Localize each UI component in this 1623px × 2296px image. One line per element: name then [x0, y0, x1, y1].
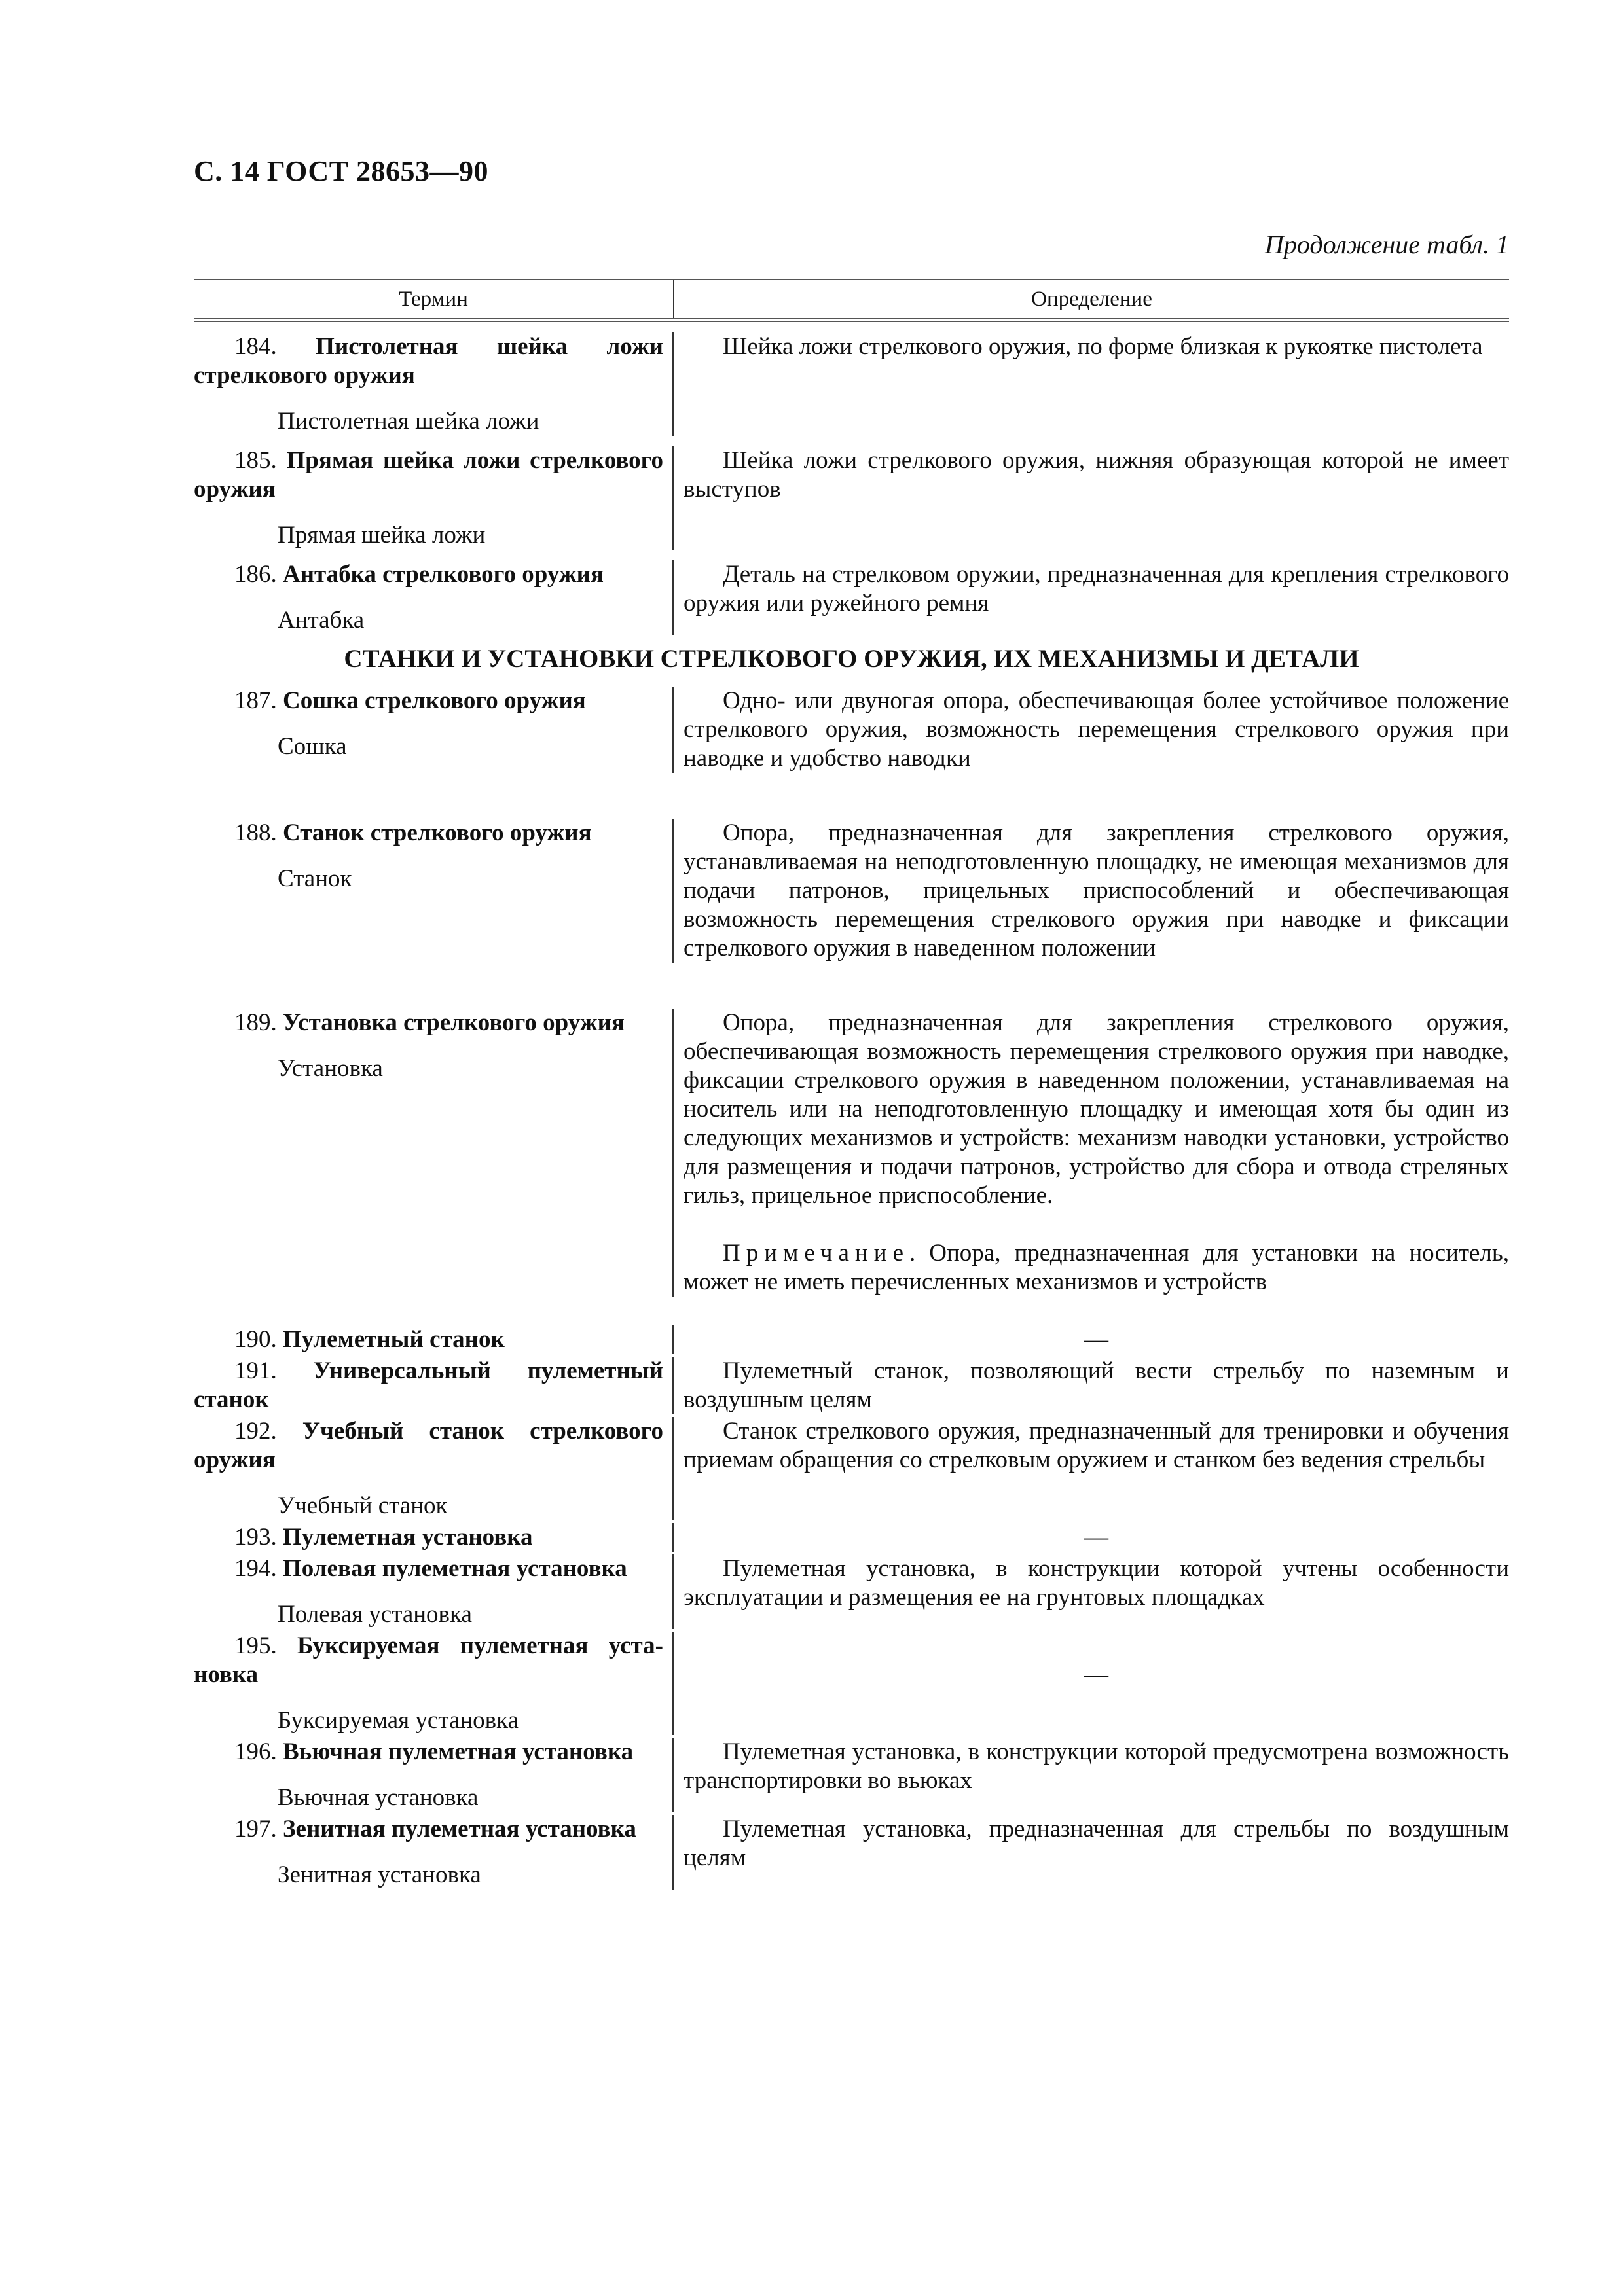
term-number: 195. — [234, 1632, 277, 1659]
table-row — [194, 436, 1509, 550]
term-cell — [194, 1325, 674, 1354]
note-label: Примечание — [723, 1240, 909, 1266]
short-form: Учебный станок — [278, 1492, 448, 1519]
term-cell — [194, 1554, 674, 1629]
term-name: Сошка стрелкового оружия — [283, 687, 586, 714]
term-line — [194, 1554, 663, 1583]
table-row — [194, 799, 1509, 989]
term-line — [194, 446, 663, 504]
definition-cell — [674, 560, 1509, 635]
table-row — [194, 550, 1509, 635]
term-line — [194, 1357, 663, 1414]
definition-text: Опора, предназначенная для закрепления стрелкового оружия, устанавливаемая на неподготовленную площадку, не имеющая механизмов для подачи патронов, прицельных приспособлений и обеспечивающая возможность перемещения стрелкового оружия при наводке и фиксации стрелкового оружия в наведенном положении — [684, 819, 1509, 961]
table-row — [194, 1812, 1509, 1890]
definition-dash: — — [1084, 1524, 1108, 1551]
term-cell — [194, 1357, 674, 1414]
definition-cell — [674, 1357, 1509, 1414]
term-cell — [194, 560, 674, 635]
term-cell — [194, 1632, 674, 1735]
definition-text: Станок стрелкового оружия, предназначенный для тренировки и обучения приемам обращения со стрелковым оружием и станком без ведения стрельбы — [684, 1418, 1509, 1473]
term-number: 184. — [234, 333, 277, 360]
term-cell — [194, 1417, 674, 1520]
definition-text: Пулеметная установка, в конструкции которой предусмотрена возможность транспортировки во вьюках — [684, 1738, 1509, 1794]
definition-text: Пулеметный станок, позволяющий вести стрельбу по наземным и воздушным целям — [684, 1357, 1509, 1413]
definition-text: Шейка ложи стрелкового оружия, нижняя образующая которой не имеет выступов — [684, 447, 1509, 503]
table-row — [194, 1414, 1509, 1520]
table-row — [194, 680, 1509, 799]
section-heading: СТАНКИ И УСТАНОВКИ СТРЕЛКОВОГО ОРУЖИЯ, ИХ МЕХАНИЗМЫ И ДЕТАЛИ — [344, 645, 1359, 673]
term-cell — [194, 1738, 674, 1812]
term-cell — [194, 819, 674, 963]
term-number: 193. — [234, 1524, 277, 1551]
definition-cell — [674, 819, 1509, 963]
term-number: 187. — [234, 687, 277, 714]
term-name: Пулеметная установка — [283, 1524, 533, 1551]
table-row — [194, 1354, 1509, 1414]
definition-text: Пулеметная установка, в конструкции которой учтены особенности эксплуатации и размещения ее на грунтовых площадках — [684, 1555, 1509, 1611]
table-row — [194, 1735, 1509, 1812]
definition-cell — [674, 1815, 1509, 1890]
table-row — [194, 322, 1509, 436]
column-header-definition: Определение — [1031, 287, 1152, 311]
definition-text: Опора, предназначенная для закрепления стрелкового оружия, обеспечивающая возможность перемещения стрелкового оружия при наводке, фиксации стрелкового оружия в наведенном положении, устанавливаемая на носитель или на неподготовленную площадку и имеющая хотя бы один из следующих механизмов и устройств: механизм наводки установки, устройство для размещения и подачи патронов, устройство для сбора и отвода стреляных гильз, прицельное приспособление. — [684, 1009, 1509, 1209]
term-cell — [194, 1815, 674, 1890]
term-name: Пистолетная шейка ложи стрелкового оружия — [194, 333, 663, 389]
term-cell — [194, 687, 674, 773]
term-name: Антабка стрелкового оружия — [283, 561, 604, 588]
term-name: Прямая шейка ложи стрелкового оружия — [194, 447, 664, 503]
term-name: Полевая пулеметная установка — [283, 1555, 627, 1582]
term-number: 189. — [234, 1009, 277, 1036]
entries-group-1 — [194, 322, 1509, 635]
short-form: Пистолетная шейка ложи — [278, 408, 539, 435]
page-header: С. 14 ГОСТ 28653—90 — [194, 155, 489, 187]
term-cell — [194, 1009, 674, 1297]
term-number: 196. — [234, 1738, 277, 1765]
term-name: Буксируемая пулеметная установка — [194, 1632, 663, 1688]
definition-cell — [674, 332, 1509, 436]
short-form: Зенитная установка — [278, 1861, 481, 1888]
short-form: Станок — [278, 865, 352, 892]
short-form: Прямая шейка ложи — [278, 522, 486, 548]
term-line — [194, 1738, 663, 1767]
term-number: 194. — [234, 1555, 277, 1582]
table-continuation-label: Продолжение табл. 1 — [1264, 230, 1509, 259]
short-form: Полевая установка — [278, 1601, 472, 1628]
table-row — [194, 1629, 1509, 1735]
table-row — [194, 1552, 1509, 1629]
short-form: Установка — [278, 1055, 383, 1082]
short-form: Сошка — [278, 733, 347, 760]
definition-cell — [674, 1523, 1509, 1552]
term-line — [194, 1523, 663, 1552]
table-header — [194, 279, 1509, 322]
term-line — [194, 819, 663, 848]
definition-dash: — — [1084, 1326, 1108, 1353]
definition-cell — [674, 1554, 1509, 1629]
term-cell — [194, 332, 674, 436]
terms-table — [194, 279, 1509, 1890]
term-number: 190. — [234, 1326, 277, 1353]
definition-cell — [674, 1325, 1509, 1354]
definition-cell — [674, 1632, 1509, 1735]
term-number: 191. — [234, 1357, 277, 1384]
entries-group-2 — [194, 680, 1509, 1890]
term-line — [194, 560, 663, 589]
definition-text: Деталь на стрелковом оружии, предназначенная для крепления стрелкового оружия или ружейного ремня — [684, 561, 1509, 617]
term-line — [194, 1815, 663, 1844]
term-number: 188. — [234, 819, 277, 846]
definition-note — [684, 1239, 1509, 1297]
short-form: Антабка — [278, 607, 365, 634]
term-number: 186. — [234, 561, 277, 588]
term-name: Учебный станок стрелкового оружия — [194, 1418, 663, 1473]
term-line — [194, 1009, 663, 1037]
term-line — [194, 1325, 663, 1354]
term-name: Установка стрелкового оружия — [283, 1009, 625, 1036]
term-name: Станок стрелкового оружия — [283, 819, 592, 846]
definition-cell — [674, 446, 1509, 550]
note-text: . Опора, предназначенная для установки на носитель, может не иметь перечисленных механизмов и устройств — [684, 1240, 1509, 1295]
term-line — [194, 687, 663, 715]
table-row — [194, 1520, 1509, 1552]
definition-cell — [674, 1417, 1509, 1520]
term-line — [194, 1632, 663, 1689]
short-form: Буксируемая установка — [278, 1707, 519, 1734]
definition-text: Одно- или двуногая опора, обеспечивающая более устойчивое положение стрелкового оружия, возможность перемещения стрелкового оружия при наводке и удобство наводки — [684, 687, 1509, 772]
term-name: Вьючная пулеметная установка — [283, 1738, 634, 1765]
term-line — [194, 332, 663, 390]
column-header-term: Термин — [194, 280, 674, 318]
term-number: 192. — [234, 1418, 277, 1444]
term-cell — [194, 446, 674, 550]
term-name: Пулеметный станок — [283, 1326, 505, 1353]
definition-cell — [674, 1009, 1509, 1297]
term-cell — [194, 1523, 674, 1552]
term-number: 197. — [234, 1816, 277, 1842]
definition-dash: — — [1084, 1661, 1108, 1688]
term-name: Зенитная пулеметная установка — [283, 1816, 636, 1842]
table-row — [194, 1323, 1509, 1354]
definition-cell — [674, 687, 1509, 773]
term-line — [194, 1417, 663, 1475]
definition-cell — [674, 1738, 1509, 1812]
term-name: Универсальный пулеметный станок — [194, 1357, 663, 1413]
table-row — [194, 989, 1509, 1323]
definition-text: Пулеметная установка, предназначенная для стрельбы по воздушным целям — [684, 1816, 1509, 1871]
term-number: 185. — [234, 447, 277, 474]
short-form: Вьючная установка — [278, 1784, 479, 1811]
definition-text: Шейка ложи стрелкового оружия, по форме близкая к рукоятке пистолета — [723, 333, 1483, 360]
